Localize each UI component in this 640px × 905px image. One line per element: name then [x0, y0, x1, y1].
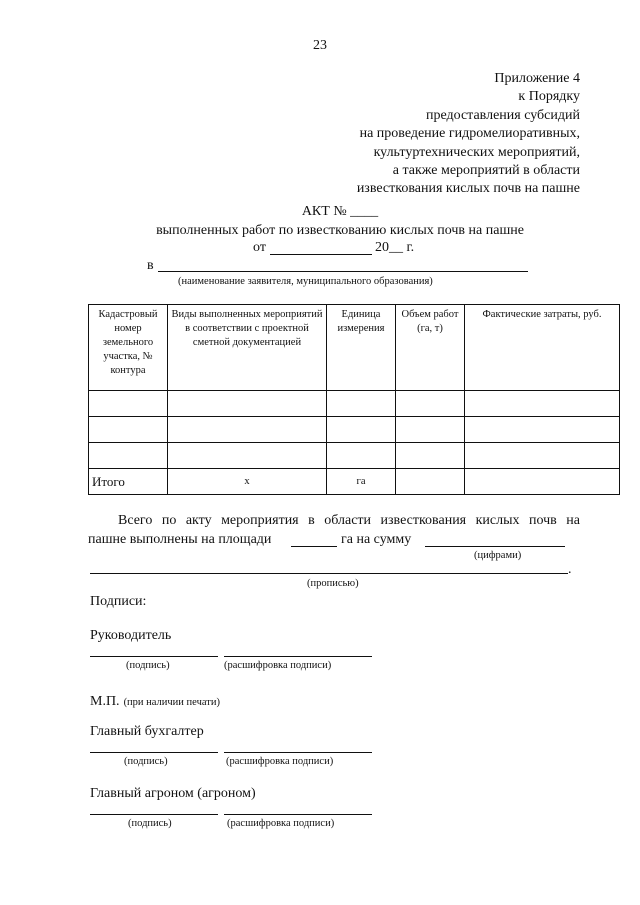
agronomist-signature-caption: (подпись) — [128, 818, 172, 829]
signatures-heading: Подписи: — [90, 594, 147, 609]
appendix-line: предоставления субсидий — [425, 107, 580, 123]
table-cell[interactable] — [465, 443, 620, 469]
applicant-caption: (наименование заявителя, муниципального образования) — [178, 276, 433, 287]
agronomist-decoding-line — [224, 814, 372, 815]
total-label: Итого — [89, 469, 168, 495]
accountant-decoding-line — [224, 752, 372, 753]
table-cell[interactable] — [89, 417, 168, 443]
accountant-decoding-caption: (расшифровка подписи) — [226, 756, 334, 767]
sum-words-line — [90, 573, 568, 574]
date-prefix: от — [253, 240, 266, 255]
agronomist-title: Главный агроном (агроном) — [90, 786, 256, 801]
head-title: Руководитель — [90, 628, 172, 643]
table-cell[interactable] — [465, 417, 620, 443]
header-cadastral: Кадастровый номер земельного участка, № контура — [89, 305, 168, 391]
table-row — [89, 443, 620, 469]
table-cell[interactable] — [327, 417, 396, 443]
stamp-label: М.П. — [90, 694, 120, 709]
head-signature-line — [90, 656, 218, 657]
stamp-note: (при наличии печати) — [123, 697, 220, 708]
table-cell[interactable] — [327, 443, 396, 469]
appendix-header — [280, 70, 580, 199]
table-cell[interactable] — [396, 391, 465, 417]
digits-caption: (цифрами) — [474, 550, 522, 561]
table-cell[interactable] — [168, 443, 327, 469]
summary-line-1: Всего по акту мероприятия в области известкования кислых почв на — [118, 513, 580, 528]
page-number: 23 — [313, 38, 327, 53]
total-volume[interactable] — [396, 469, 465, 495]
appendix-line: к Порядку — [518, 89, 580, 105]
area-line — [291, 546, 337, 547]
stamp-line — [90, 692, 220, 710]
table-cell[interactable] — [89, 391, 168, 417]
applicant-line — [158, 271, 528, 272]
table-cell[interactable] — [465, 391, 620, 417]
appendix-line: Приложение 4 — [494, 71, 580, 86]
act-title: АКТ № ____ — [301, 204, 379, 219]
end-period: . — [568, 562, 572, 577]
head-decoding-line — [224, 656, 372, 657]
total-costs[interactable] — [465, 469, 620, 495]
table-cell[interactable] — [89, 443, 168, 469]
head-decoding-caption: (расшифровка подписи) — [224, 660, 332, 671]
in-prefix: в — [147, 258, 154, 273]
table-total-row — [89, 469, 620, 495]
header-costs: Фактические затраты, руб. — [465, 305, 620, 391]
agronomist-decoding-caption: (расшифровка подписи) — [227, 818, 335, 829]
appendix-line: культуртехнических мероприятий, — [373, 144, 580, 160]
summary-line-2-start: пашне выполнены на площади — [88, 532, 272, 547]
date-year: 20__ г. — [375, 240, 415, 255]
appendix-line: известкования кислых почв на пашне — [356, 181, 580, 197]
act-subtitle: выполненных работ по известкованию кислых почв на пашне — [156, 223, 524, 238]
appendix-line: на проведение гидромелиоративных, — [359, 126, 580, 142]
total-works: х — [168, 469, 327, 495]
total-unit: га — [327, 469, 396, 495]
words-caption: (прописью) — [307, 578, 359, 589]
appendix-line: а также мероприятий в области — [392, 163, 580, 179]
header-unit: Единица измерения — [327, 305, 396, 391]
date-day-month-line — [270, 254, 372, 255]
table-row — [89, 417, 620, 443]
agronomist-signature-line — [90, 814, 218, 815]
table-header-row — [89, 305, 620, 391]
accountant-signature-caption: (подпись) — [124, 756, 168, 767]
header-volume: Объем работ (га, т) — [396, 305, 465, 391]
accountant-signature-line — [90, 752, 218, 753]
head-signature-caption: (подпись) — [126, 660, 170, 671]
summary-line-2-mid: га на сумму — [341, 532, 412, 547]
table-cell[interactable] — [168, 417, 327, 443]
header-works: Виды выполненных мероприятий в соответствии с проектной сметной документацией — [168, 305, 327, 391]
works-table — [88, 304, 620, 495]
accountant-title: Главный бухгалтер — [90, 724, 204, 739]
table-cell[interactable] — [396, 417, 465, 443]
table-row — [89, 391, 620, 417]
table-cell[interactable] — [396, 443, 465, 469]
sum-digits-line — [425, 546, 565, 547]
table-cell[interactable] — [327, 391, 396, 417]
table-cell[interactable] — [168, 391, 327, 417]
